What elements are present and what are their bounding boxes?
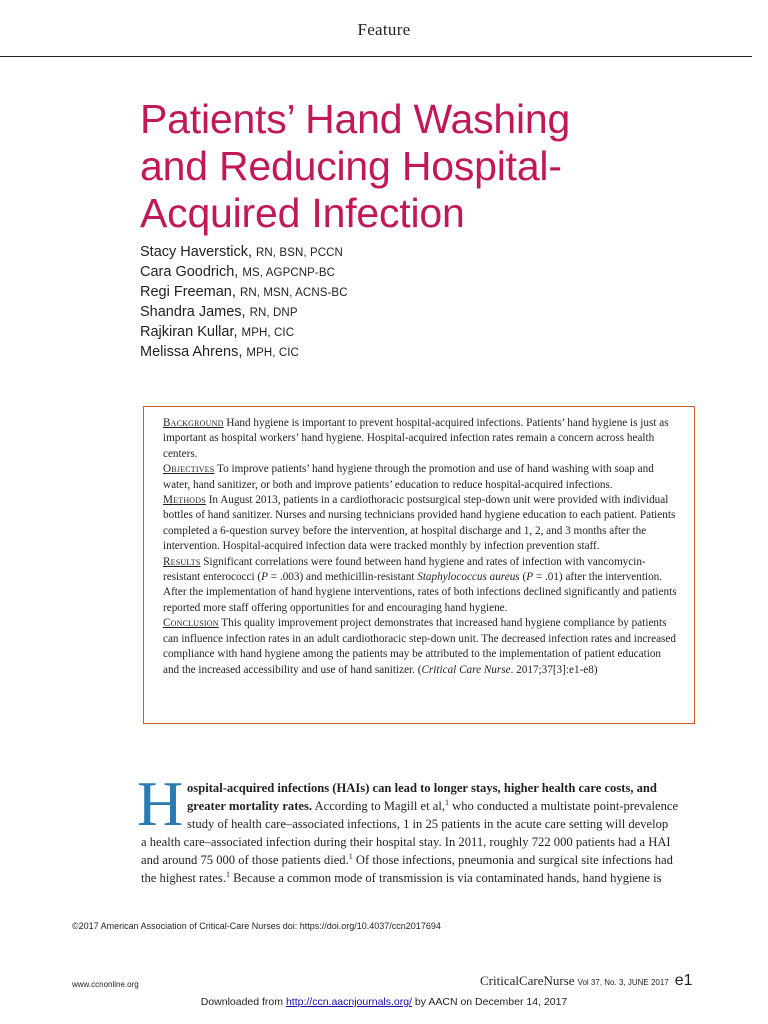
copyright-notice: ©2017 American Association of Critical-Care Nurses doi: https://doi.org/10.4037/ccn2017694 xyxy=(72,921,441,931)
author xyxy=(140,243,660,263)
article-title xyxy=(140,96,740,237)
section-label: Feature xyxy=(357,20,411,39)
body-fragment: who conducted a multistate point-prevalence xyxy=(448,799,679,813)
abstract-label-objectives: Objectives xyxy=(163,463,215,476)
body-line xyxy=(141,869,701,887)
body-line: ospital-acquired infections (HAIs) can lead to longer stays, higher health care costs, and xyxy=(187,781,657,795)
author-credentials: RN, DNP xyxy=(249,307,298,319)
abstract-text: In August 2013, patients in a cardiothoracic postsurgical step-down unit were provided with individual bottles of hand sanitizer. Nurses and nursing technicians provided hand hygiene education to each patient. Patients completed a 6-question survey before the intervention, at hospital discharge and 1, 2, and 3 months after the intervention. Hospital-acquired infection data were tracked monthly by infection prevention staff. xyxy=(163,494,676,553)
author-name: Stacy Haverstick, xyxy=(140,244,257,260)
download-suffix: by AACN on December 14, 2017 xyxy=(412,996,568,1008)
organism-name: Staphylococcus aureus xyxy=(417,571,520,584)
body-fragment: and around 75 000 of those patients died. xyxy=(141,853,349,867)
author xyxy=(140,303,660,323)
abstract-methods xyxy=(163,493,679,555)
body-fragment: Of those infections, pneumonia and surgical site infections had xyxy=(352,853,673,867)
title-line-2: and Reducing Hospital- xyxy=(140,143,562,189)
abstract-conclusion xyxy=(163,616,679,678)
body-text xyxy=(141,779,701,887)
author-credentials: RN, BSN, PCCN xyxy=(256,247,343,259)
author-name: Cara Goodrich, xyxy=(140,264,243,280)
website-url: www.ccnonline.org xyxy=(72,980,139,989)
lead-text: greater mortality rates. xyxy=(187,799,313,813)
author xyxy=(140,283,660,303)
abstract-text: Significant correlations were found between hand hygiene and rates of infection with vancomycin-resistant enterococci ( xyxy=(163,555,646,584)
download-source-link[interactable]: http://ccn.aacnjournals.org/ xyxy=(285,996,413,1008)
abstract-results xyxy=(163,555,679,617)
author-credentials: MS, AGPCNP-BC xyxy=(242,267,336,279)
abstract-label-conclusion: Conclusion xyxy=(163,617,219,630)
journal-issue: Vol 37, No. 3, JUNE 2017 xyxy=(577,978,669,987)
author-list xyxy=(140,243,660,363)
p-value-symbol: P xyxy=(526,571,534,584)
download-notice xyxy=(0,996,768,1008)
author-name: Shandra James, xyxy=(140,304,250,320)
title-line-3: Acquired Infection xyxy=(140,190,465,236)
body-line xyxy=(141,851,701,869)
abstract xyxy=(163,416,679,678)
drop-cap: H xyxy=(137,768,184,839)
body-fragment: the highest rates. xyxy=(141,871,226,885)
abstract-text: To improve patients’ hand hygiene through the promotion and use of hand washing with soap and water, hand sanitizer, or both and improve patients’ education to reduce hospital-acquired infections. xyxy=(163,463,654,491)
author-credentials: MPH, CIC xyxy=(241,327,295,339)
author xyxy=(140,323,660,343)
body-line: a health care–associated infection during their hospital stay. In 2011, roughly 722 000 patients had a HAI xyxy=(141,835,671,849)
body-fragment: Because a common mode of transmission is via contaminated hands, hand hygiene is xyxy=(229,871,662,885)
body-line: study of health care–associated infections, 1 in 25 patients in the acute care setting will develop xyxy=(187,817,669,831)
title-line-1: Patients’ Hand Washing xyxy=(140,96,571,142)
abstract-text: Hand hygiene is important to prevent hospital-acquired infections. Patients’ hand hygiene is just as important as hospital workers’ hand hygiene. Hospital-acquired infection rates remain a concern across health centers. xyxy=(163,417,669,460)
abstract-label-results: Results xyxy=(163,555,201,568)
reference-marker: 1 xyxy=(348,851,353,861)
abstract-objectives xyxy=(163,462,679,493)
abstract-background xyxy=(163,416,679,462)
author xyxy=(140,263,660,283)
citation-details: . 2017;37[3]:e1-e8) xyxy=(510,663,598,676)
reference-marker: 1 xyxy=(444,797,449,807)
citation-journal: Critical Care Nurse xyxy=(421,663,511,676)
author-name: Regi Freeman, xyxy=(140,284,240,300)
abstract-label-background: Background xyxy=(163,417,224,429)
header-rule xyxy=(0,56,752,57)
journal-footer xyxy=(480,972,693,990)
abstract-text: = .01) after the intervention. After the implementation of hand hygiene interventions, rates of both infections declined significantly and patients reported more staff offering opportunities for and encouraging hand hygiene. xyxy=(163,571,677,614)
reference-marker: 1 xyxy=(225,869,230,879)
body-fragment: According to Magill et al, xyxy=(312,799,445,813)
author-credentials: MPH, CIC xyxy=(246,347,299,359)
download-prefix: Downloaded from xyxy=(200,996,286,1008)
abstract-text: ( xyxy=(519,571,527,584)
abstract-text: This quality improvement project demonstrates that increased hand hygiene compliance by patients can influence infection rates in an adult cardiothoracic step-down unit. The decreased infection rates and increased compliance with hand hygiene among the patients may be attributed to the implementation of patient education and the increased accessibility and use of hand sanitizer. ( xyxy=(163,617,676,676)
body-line xyxy=(141,797,701,815)
author-credentials: RN, MSN, ACNS-BC xyxy=(239,287,348,299)
author-name: Rajkiran Kullar, xyxy=(140,324,242,340)
author-name: Melissa Ahrens, xyxy=(140,344,247,360)
abstract-label-methods: Methods xyxy=(163,494,206,507)
journal-name: CriticalCareNurse xyxy=(480,973,575,988)
page-number: e1 xyxy=(674,972,693,989)
abstract-text: = .003) and methicillin-resistant xyxy=(268,571,418,584)
author xyxy=(140,343,660,363)
p-value-symbol: P xyxy=(261,571,268,584)
